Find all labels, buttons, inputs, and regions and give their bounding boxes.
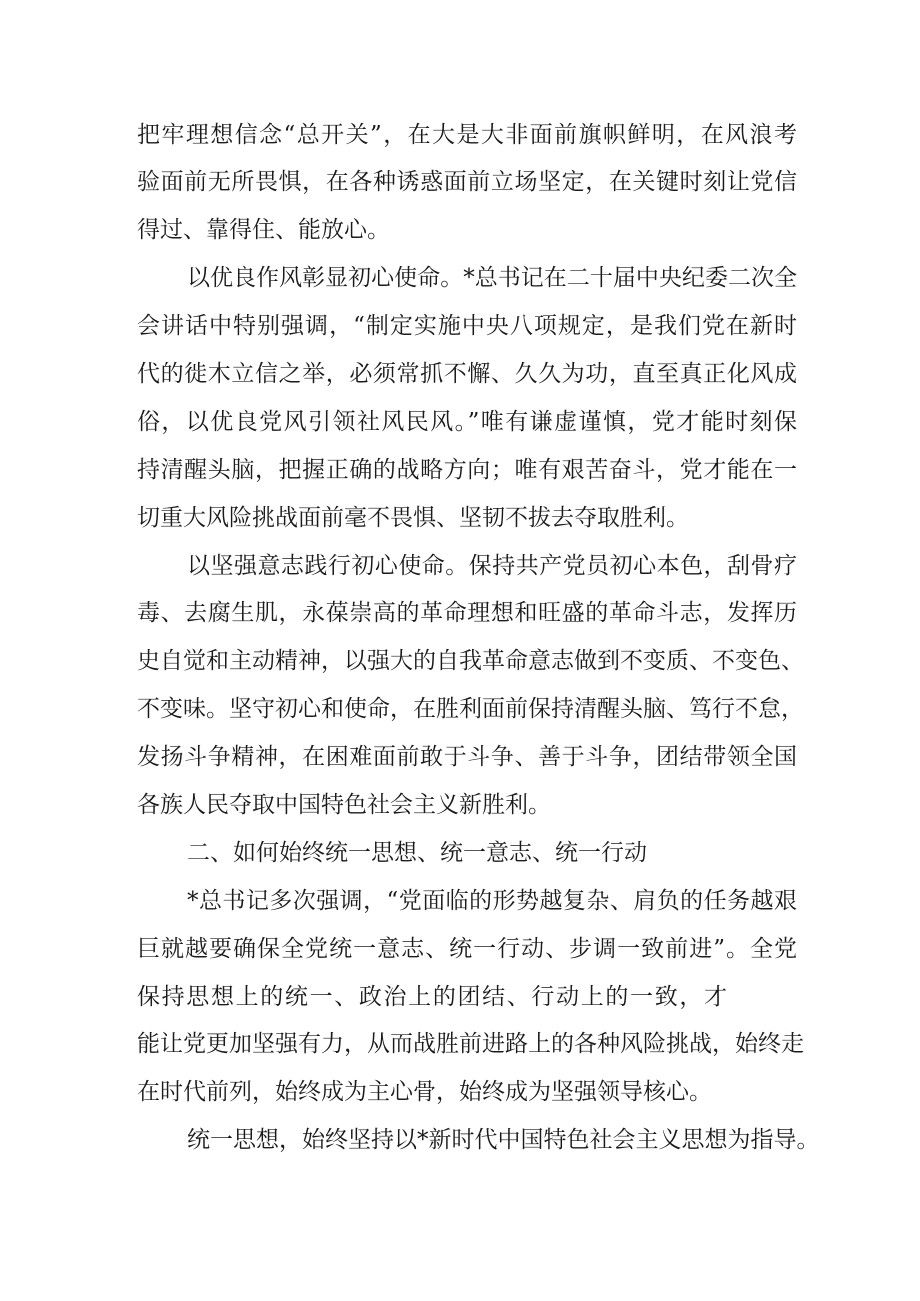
- text-line: 会讲话中特别强调，“制定实施中央八项规定，是我们党在新时: [137, 313, 797, 339]
- text-line: 各族人民夺取中国特色社会主义新胜利。: [137, 792, 551, 818]
- text-line: 把牢理想信念“总开关”，在大是大非面前旗帜鲜明，在风浪考: [137, 122, 797, 148]
- text-line: 史自觉和主动精神，以强大的自我革命意志做到不变质、不变色、: [137, 648, 804, 674]
- text-line: 验面前无所畏惧，在各种诱惑面前立场坚定，在关键时刻让党信: [137, 169, 797, 195]
- text-line: 发扬斗争精神，在困难面前敢于斗争、善于斗争，团结带领全国: [137, 744, 797, 770]
- paragraph-first-line: 以坚强意志践行初心使命。保持共产党员初心本色，刮骨疗: [187, 553, 797, 579]
- text-line: 代的徙木立信之举，必须常抓不懈、久久为功，直至真正化风成: [137, 361, 797, 387]
- text-line: 持清醒头脑，把握正确的战略方向；唯有艰苦奋斗，党才能在一: [137, 457, 797, 483]
- text-line: 切重大风险挑战面前毫不畏惧、坚韧不拔去夺取胜利。: [137, 505, 689, 531]
- text-line: 保持思想上的统一、政治上的团结、行动上的一致，才: [137, 984, 727, 1010]
- section-heading: 二、如何始终统一思想、统一意志、统一行动: [187, 840, 647, 866]
- text-line: 能让党更加坚强有力，从而战胜前进路上的各种风险挑战，始终走: [137, 1031, 804, 1057]
- paragraph-first-line: 统一思想，始终坚持以*新时代中国特色社会主义思想为指导。: [187, 1127, 820, 1153]
- paragraph-first-line: *总书记多次强调，“党面临的形势越复杂、肩负的任务越艰: [187, 888, 797, 914]
- paragraph-first-line: 以优良作风彰显初心使命。*总书记在二十届中央纪委二次全: [187, 265, 797, 291]
- text-line: 毒、去腐生肌，永葆崇高的革命理想和旺盛的革命斗志，发挥历: [137, 600, 797, 626]
- text-line: 巨就越要确保全党统一意志、统一行动、步调一致前进”。全党: [137, 936, 797, 962]
- text-line: 俗，以优良党风引领社风民风。”唯有谦虚谨慎，党才能时刻保: [137, 409, 797, 435]
- text-line: 在时代前列，始终成为主心骨，始终成为坚强领导核心。: [137, 1079, 712, 1105]
- text-line: 得过、靠得住、能放心。: [137, 217, 390, 243]
- text-line: 不变味。坚守初心和使命，在胜利面前保持清醒头脑、笃行不怠，: [137, 696, 804, 722]
